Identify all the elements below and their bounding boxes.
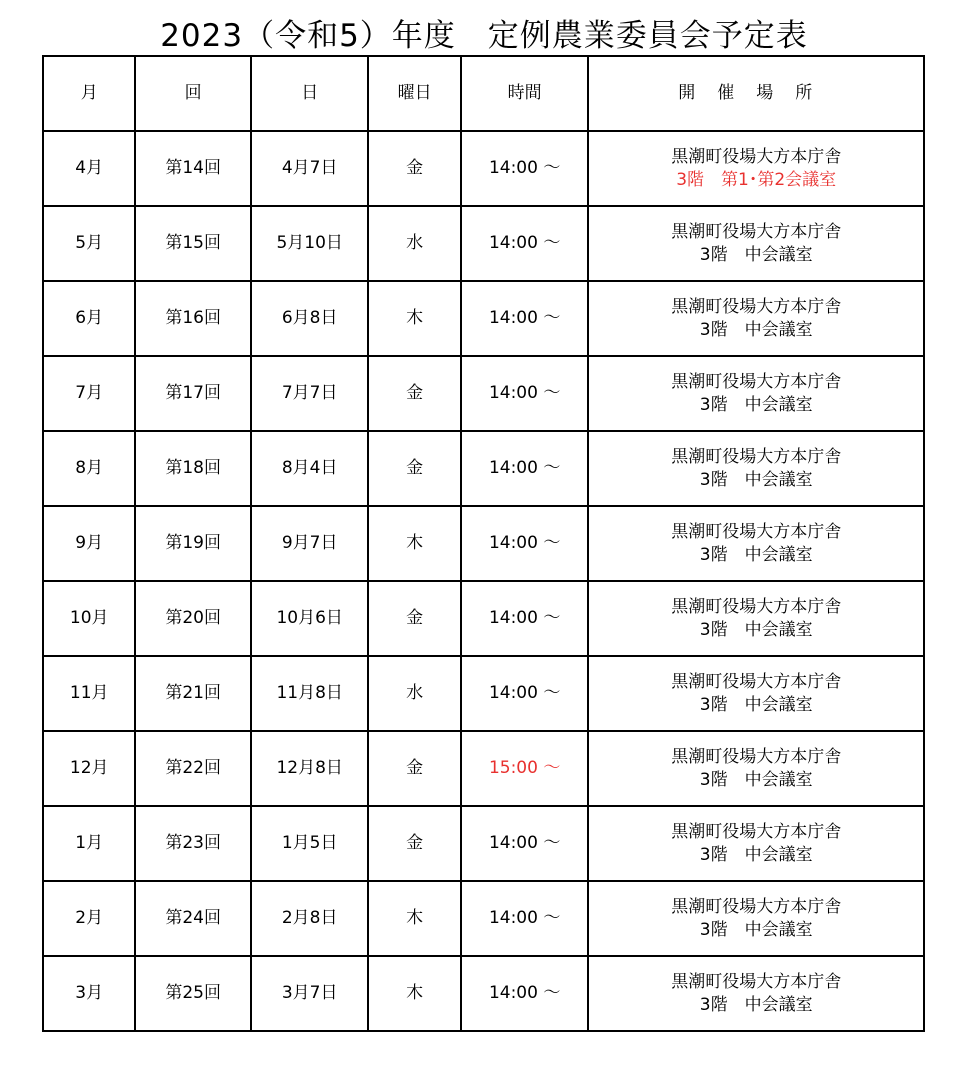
venue-room: 3階 中会議室: [699, 319, 813, 340]
cell-month: 5月: [43, 206, 135, 281]
cell-time: 14:00 ～: [461, 281, 589, 356]
cell-time: 14:00 ～: [461, 131, 589, 206]
cell-weekday: 木: [368, 881, 460, 956]
venue-building: 黒潮町役場大方本庁舎: [671, 896, 842, 917]
cell-date: 10月6日: [251, 581, 369, 656]
cell-date: 11月8日: [251, 656, 369, 731]
table-row: [43, 131, 924, 206]
header-weekday: 曜日: [368, 56, 460, 131]
cell-month: 8月: [43, 431, 135, 506]
cell-place: [588, 131, 924, 206]
cell-round: 第14回: [135, 131, 251, 206]
cell-round: 第19回: [135, 506, 251, 581]
cell-time: 15:00 ～: [461, 731, 589, 806]
table-row: [43, 881, 924, 956]
table-row: [43, 281, 924, 356]
cell-round: 第24回: [135, 881, 251, 956]
venue-room: 3階 中会議室: [699, 619, 813, 640]
venue-room: 3階 中会議室: [699, 469, 813, 490]
cell-place: [588, 731, 924, 806]
cell-month: 11月: [43, 656, 135, 731]
venue-room: 3階 中会議室: [699, 244, 813, 265]
table-row: [43, 956, 924, 1031]
cell-date: 5月10日: [251, 206, 369, 281]
cell-date: 8月4日: [251, 431, 369, 506]
venue-building: 黒潮町役場大方本庁舎: [671, 296, 842, 317]
cell-weekday: 金: [368, 356, 460, 431]
cell-date: 12月8日: [251, 731, 369, 806]
venue-building: 黒潮町役場大方本庁舎: [671, 221, 842, 242]
cell-month: 7月: [43, 356, 135, 431]
cell-time: 14:00 ～: [461, 656, 589, 731]
cell-month: 3月: [43, 956, 135, 1031]
cell-round: 第21回: [135, 656, 251, 731]
venue-room: 3階 中会議室: [699, 919, 813, 940]
cell-time: 14:00 ～: [461, 506, 589, 581]
cell-round: 第23回: [135, 806, 251, 881]
cell-place: [588, 956, 924, 1031]
venue-room: 3階 第1･第2会議室: [676, 169, 837, 190]
cell-month: 10月: [43, 581, 135, 656]
cell-place: [588, 281, 924, 356]
venue-building: 黒潮町役場大方本庁舎: [671, 446, 842, 467]
cell-weekday: 木: [368, 506, 460, 581]
cell-round: 第15回: [135, 206, 251, 281]
cell-round: 第20回: [135, 581, 251, 656]
cell-place: [588, 506, 924, 581]
venue-building: 黒潮町役場大方本庁舎: [671, 146, 842, 167]
cell-date: 7月7日: [251, 356, 369, 431]
cell-date: 4月7日: [251, 131, 369, 206]
cell-date: 9月7日: [251, 506, 369, 581]
cell-weekday: 水: [368, 206, 460, 281]
cell-time: 14:00 ～: [461, 356, 589, 431]
cell-place: [588, 656, 924, 731]
cell-place: [588, 356, 924, 431]
cell-place: [588, 431, 924, 506]
cell-weekday: 金: [368, 806, 460, 881]
cell-time: 14:00 ～: [461, 431, 589, 506]
venue-room: 3階 中会議室: [699, 994, 813, 1015]
venue-room: 3階 中会議室: [699, 769, 813, 790]
cell-weekday: 木: [368, 281, 460, 356]
table-row: [43, 206, 924, 281]
cell-month: 1月: [43, 806, 135, 881]
table-row: [43, 431, 924, 506]
venue-building: 黒潮町役場大方本庁舎: [671, 596, 842, 617]
venue-building: 黒潮町役場大方本庁舎: [671, 821, 842, 842]
cell-month: 12月: [43, 731, 135, 806]
cell-month: 9月: [43, 506, 135, 581]
cell-date: 3月7日: [251, 956, 369, 1031]
venue-building: 黒潮町役場大方本庁舎: [671, 746, 842, 767]
cell-place: [588, 581, 924, 656]
table-row: [43, 581, 924, 656]
table-row: [43, 356, 924, 431]
cell-month: 6月: [43, 281, 135, 356]
venue-building: 黒潮町役場大方本庁舎: [671, 671, 842, 692]
cell-time: 14:00 ～: [461, 956, 589, 1031]
venue-building: 黒潮町役場大方本庁舎: [671, 971, 842, 992]
venue-room: 3階 中会議室: [699, 694, 813, 715]
cell-round: 第25回: [135, 956, 251, 1031]
header-date: 日: [251, 56, 369, 131]
page-title: 2023（令和5）年度 定例農業委員会予定表: [160, 18, 808, 54]
venue-room: 3階 中会議室: [699, 544, 813, 565]
cell-weekday: 金: [368, 731, 460, 806]
table-row: [43, 731, 924, 806]
cell-round: 第18回: [135, 431, 251, 506]
venue-building: 黒潮町役場大方本庁舎: [671, 371, 842, 392]
table-body: [43, 131, 924, 1031]
cell-date: 2月8日: [251, 881, 369, 956]
cell-date: 1月5日: [251, 806, 369, 881]
cell-round: 第22回: [135, 731, 251, 806]
table-header-row: [43, 56, 924, 131]
cell-time: 14:00 ～: [461, 806, 589, 881]
cell-time: 14:00 ～: [461, 581, 589, 656]
cell-month: 2月: [43, 881, 135, 956]
venue-room: 3階 中会議室: [699, 844, 813, 865]
cell-place: [588, 206, 924, 281]
cell-weekday: 木: [368, 956, 460, 1031]
header-time: 時間: [461, 56, 589, 131]
table-row: [43, 806, 924, 881]
cell-time: 14:00 ～: [461, 206, 589, 281]
venue-room: 3階 中会議室: [699, 394, 813, 415]
cell-place: [588, 881, 924, 956]
venue-building: 黒潮町役場大方本庁舎: [671, 521, 842, 542]
cell-round: 第17回: [135, 356, 251, 431]
table-row: [43, 656, 924, 731]
cell-month: 4月: [43, 131, 135, 206]
cell-weekday: 金: [368, 431, 460, 506]
cell-date: 6月8日: [251, 281, 369, 356]
cell-place: [588, 806, 924, 881]
header-month: 月: [43, 56, 135, 131]
header-round: 回: [135, 56, 251, 131]
table-row: [43, 506, 924, 581]
cell-round: 第16回: [135, 281, 251, 356]
cell-weekday: 金: [368, 581, 460, 656]
schedule-table: [42, 55, 925, 1032]
cell-weekday: 金: [368, 131, 460, 206]
cell-weekday: 水: [368, 656, 460, 731]
header-place: 開催場所: [588, 56, 924, 131]
cell-time: 14:00 ～: [461, 881, 589, 956]
